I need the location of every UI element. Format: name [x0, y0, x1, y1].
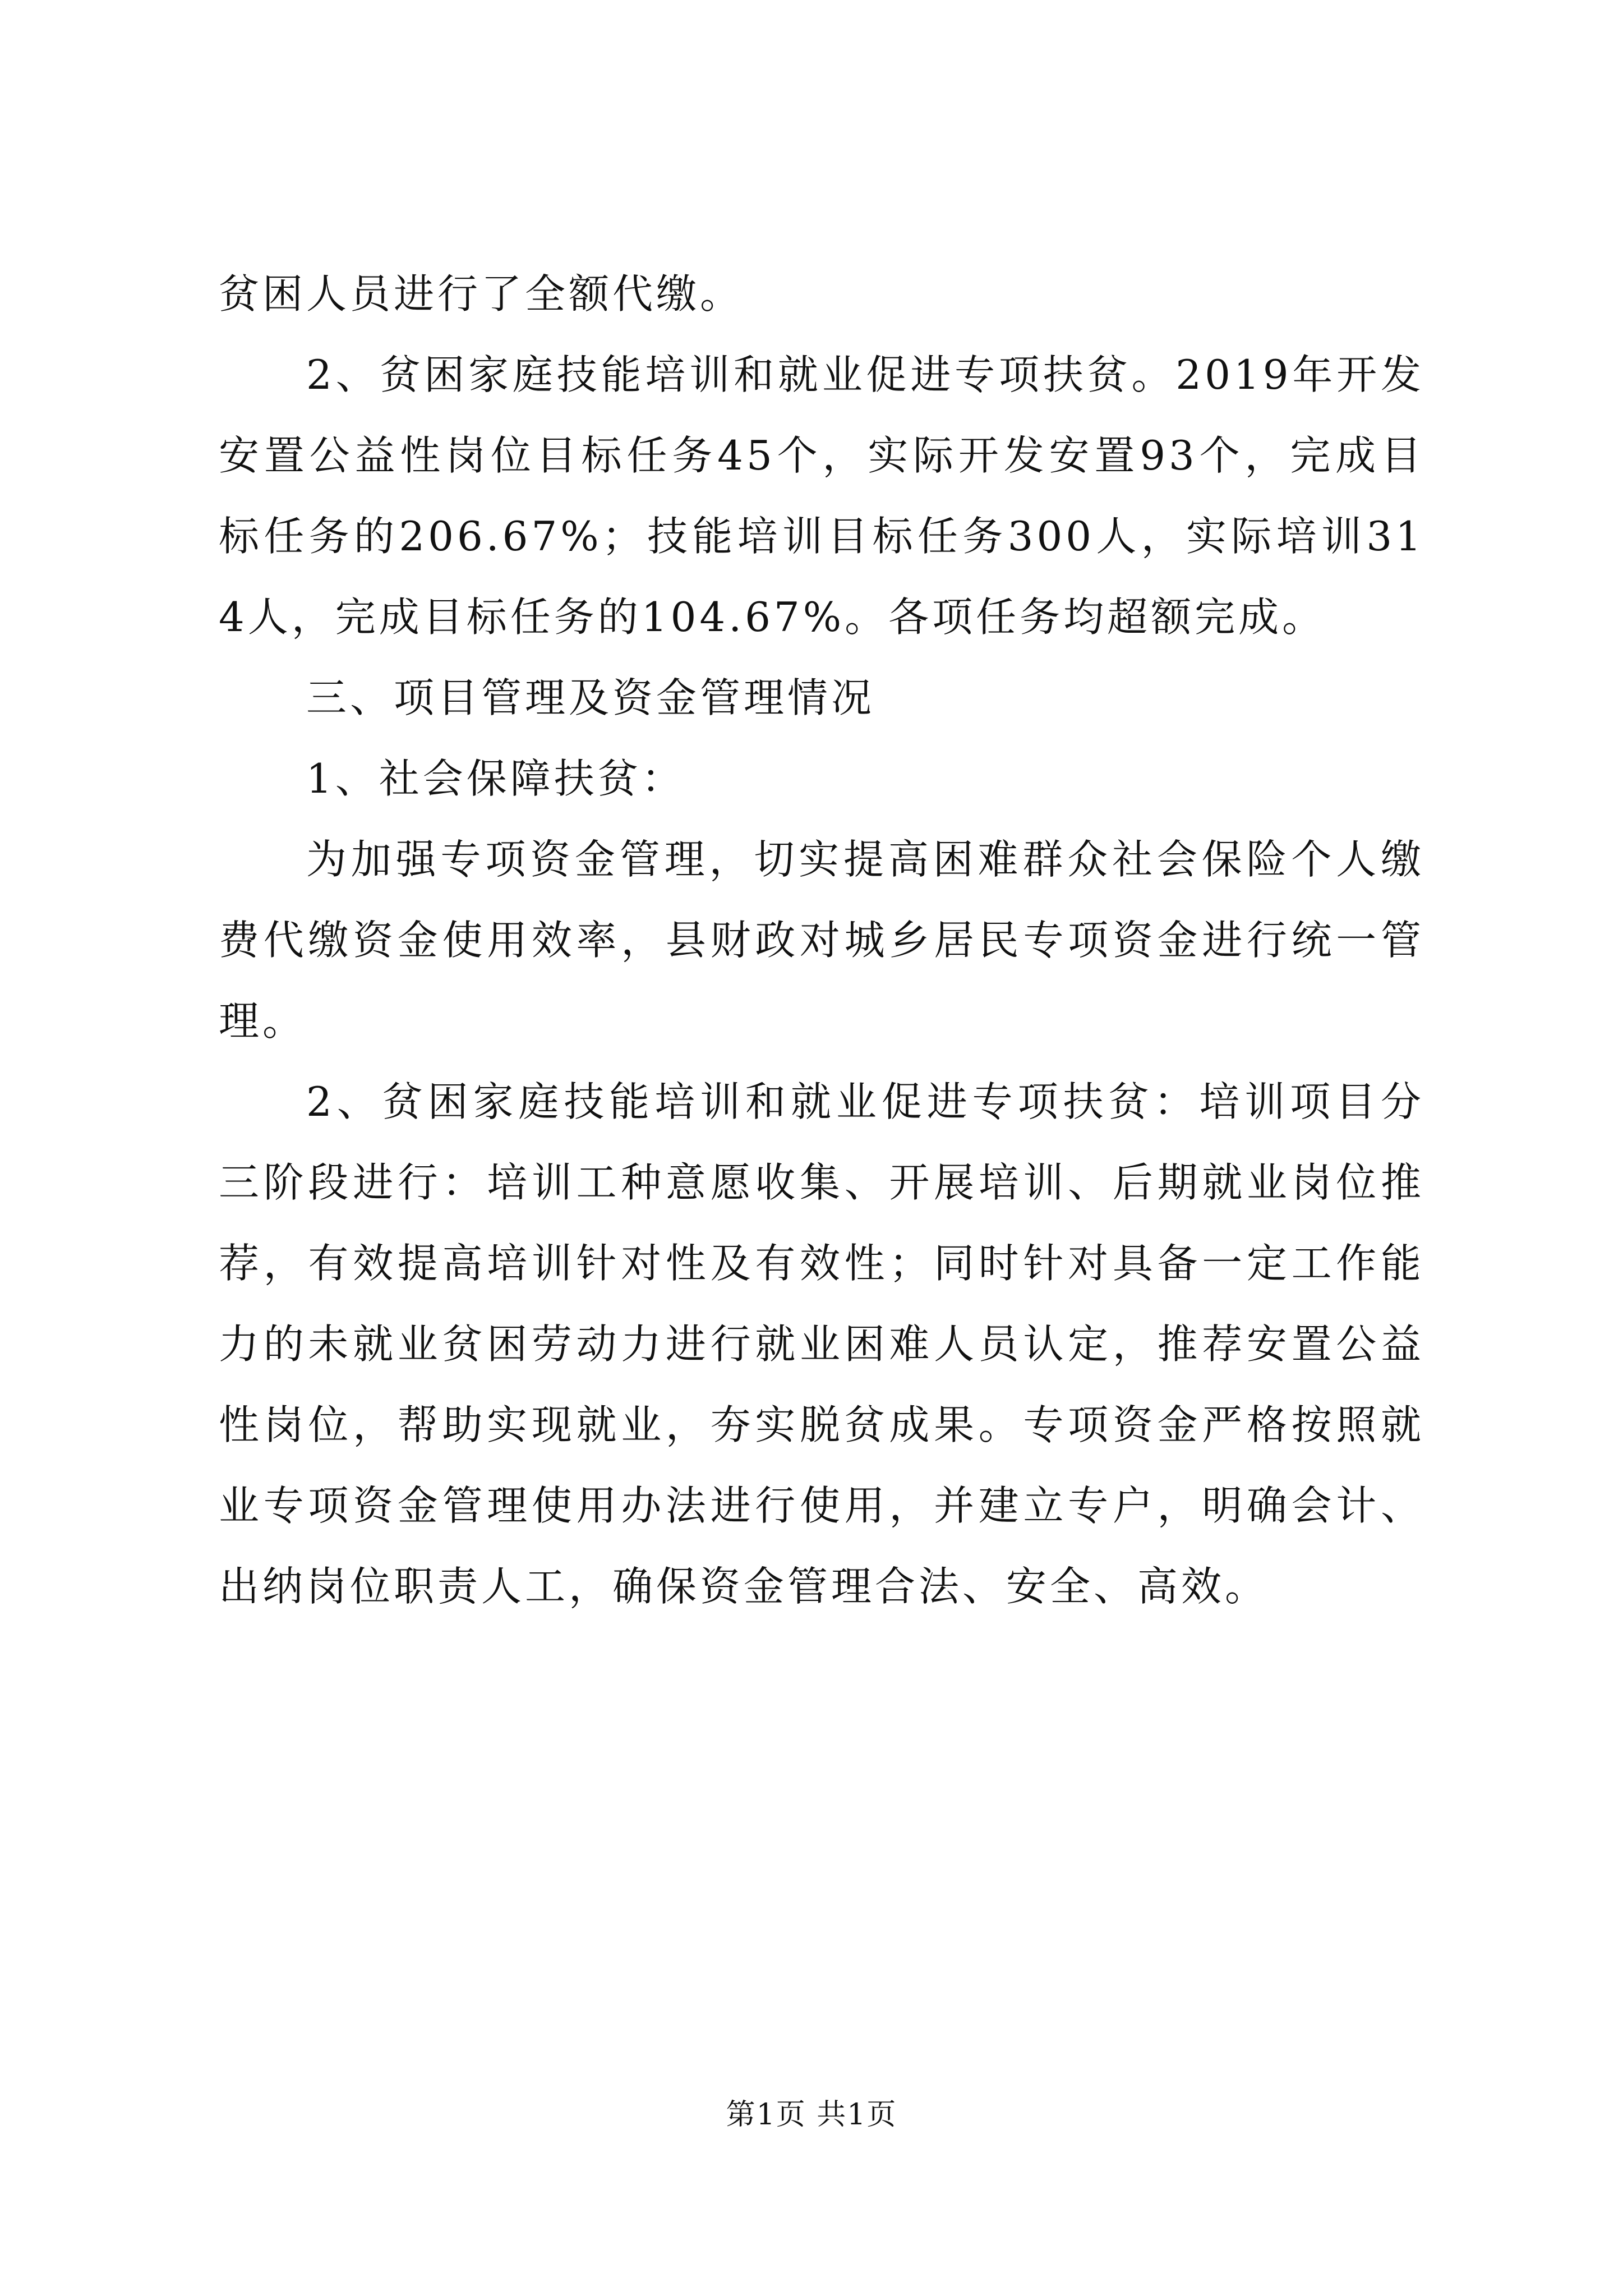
paragraph-training-management: 2、贫困家庭技能培训和就业促进专项扶贫：培训项目分三阶段进行：培训工种意愿收集、开展培训、后期就业岗位推荐，有效提高培训针对性及有效性；同时针对具备一定工作能力的未就业贫困劳动力进行就业困难人员认定，推荐安置公益性岗位，帮助实现就业，夯实脱贫成果。专项资金严格按照就业专项资金管理使用办法进行使用，并建立专户，明确会计、出纳岗位职责人工，确保资金管理合法、安全、高效。: [219, 1078, 1424, 1610]
document-body: [219, 254, 1424, 1627]
section-heading-management: 三、项目管理及资金管理情况: [306, 674, 875, 721]
page-footer: 第1页 共1页: [726, 2098, 897, 2132]
paragraph-fund-management: 为加强专项资金管理，切实提高困难群众社会保险个人缴费代缴资金使用效率，县财政对城乡居民专项资金进行统一管理。: [219, 836, 1424, 1045]
paragraph-training-results: 2、贫困家庭技能培训和就业促进专项扶贫。2019年开发安置公益性岗位目标任务45个，实际开发安置93个，完成目标任务的206.67%；技能培训目标任务300人，实际培训314人，完成目标任务的104.67%。各项任务均超额完成。: [219, 351, 1424, 641]
subheading-social-security: 1、社会保障扶贫：: [306, 755, 685, 802]
paragraph-continuation: 贫困人员进行了全额代缴。: [219, 270, 744, 318]
